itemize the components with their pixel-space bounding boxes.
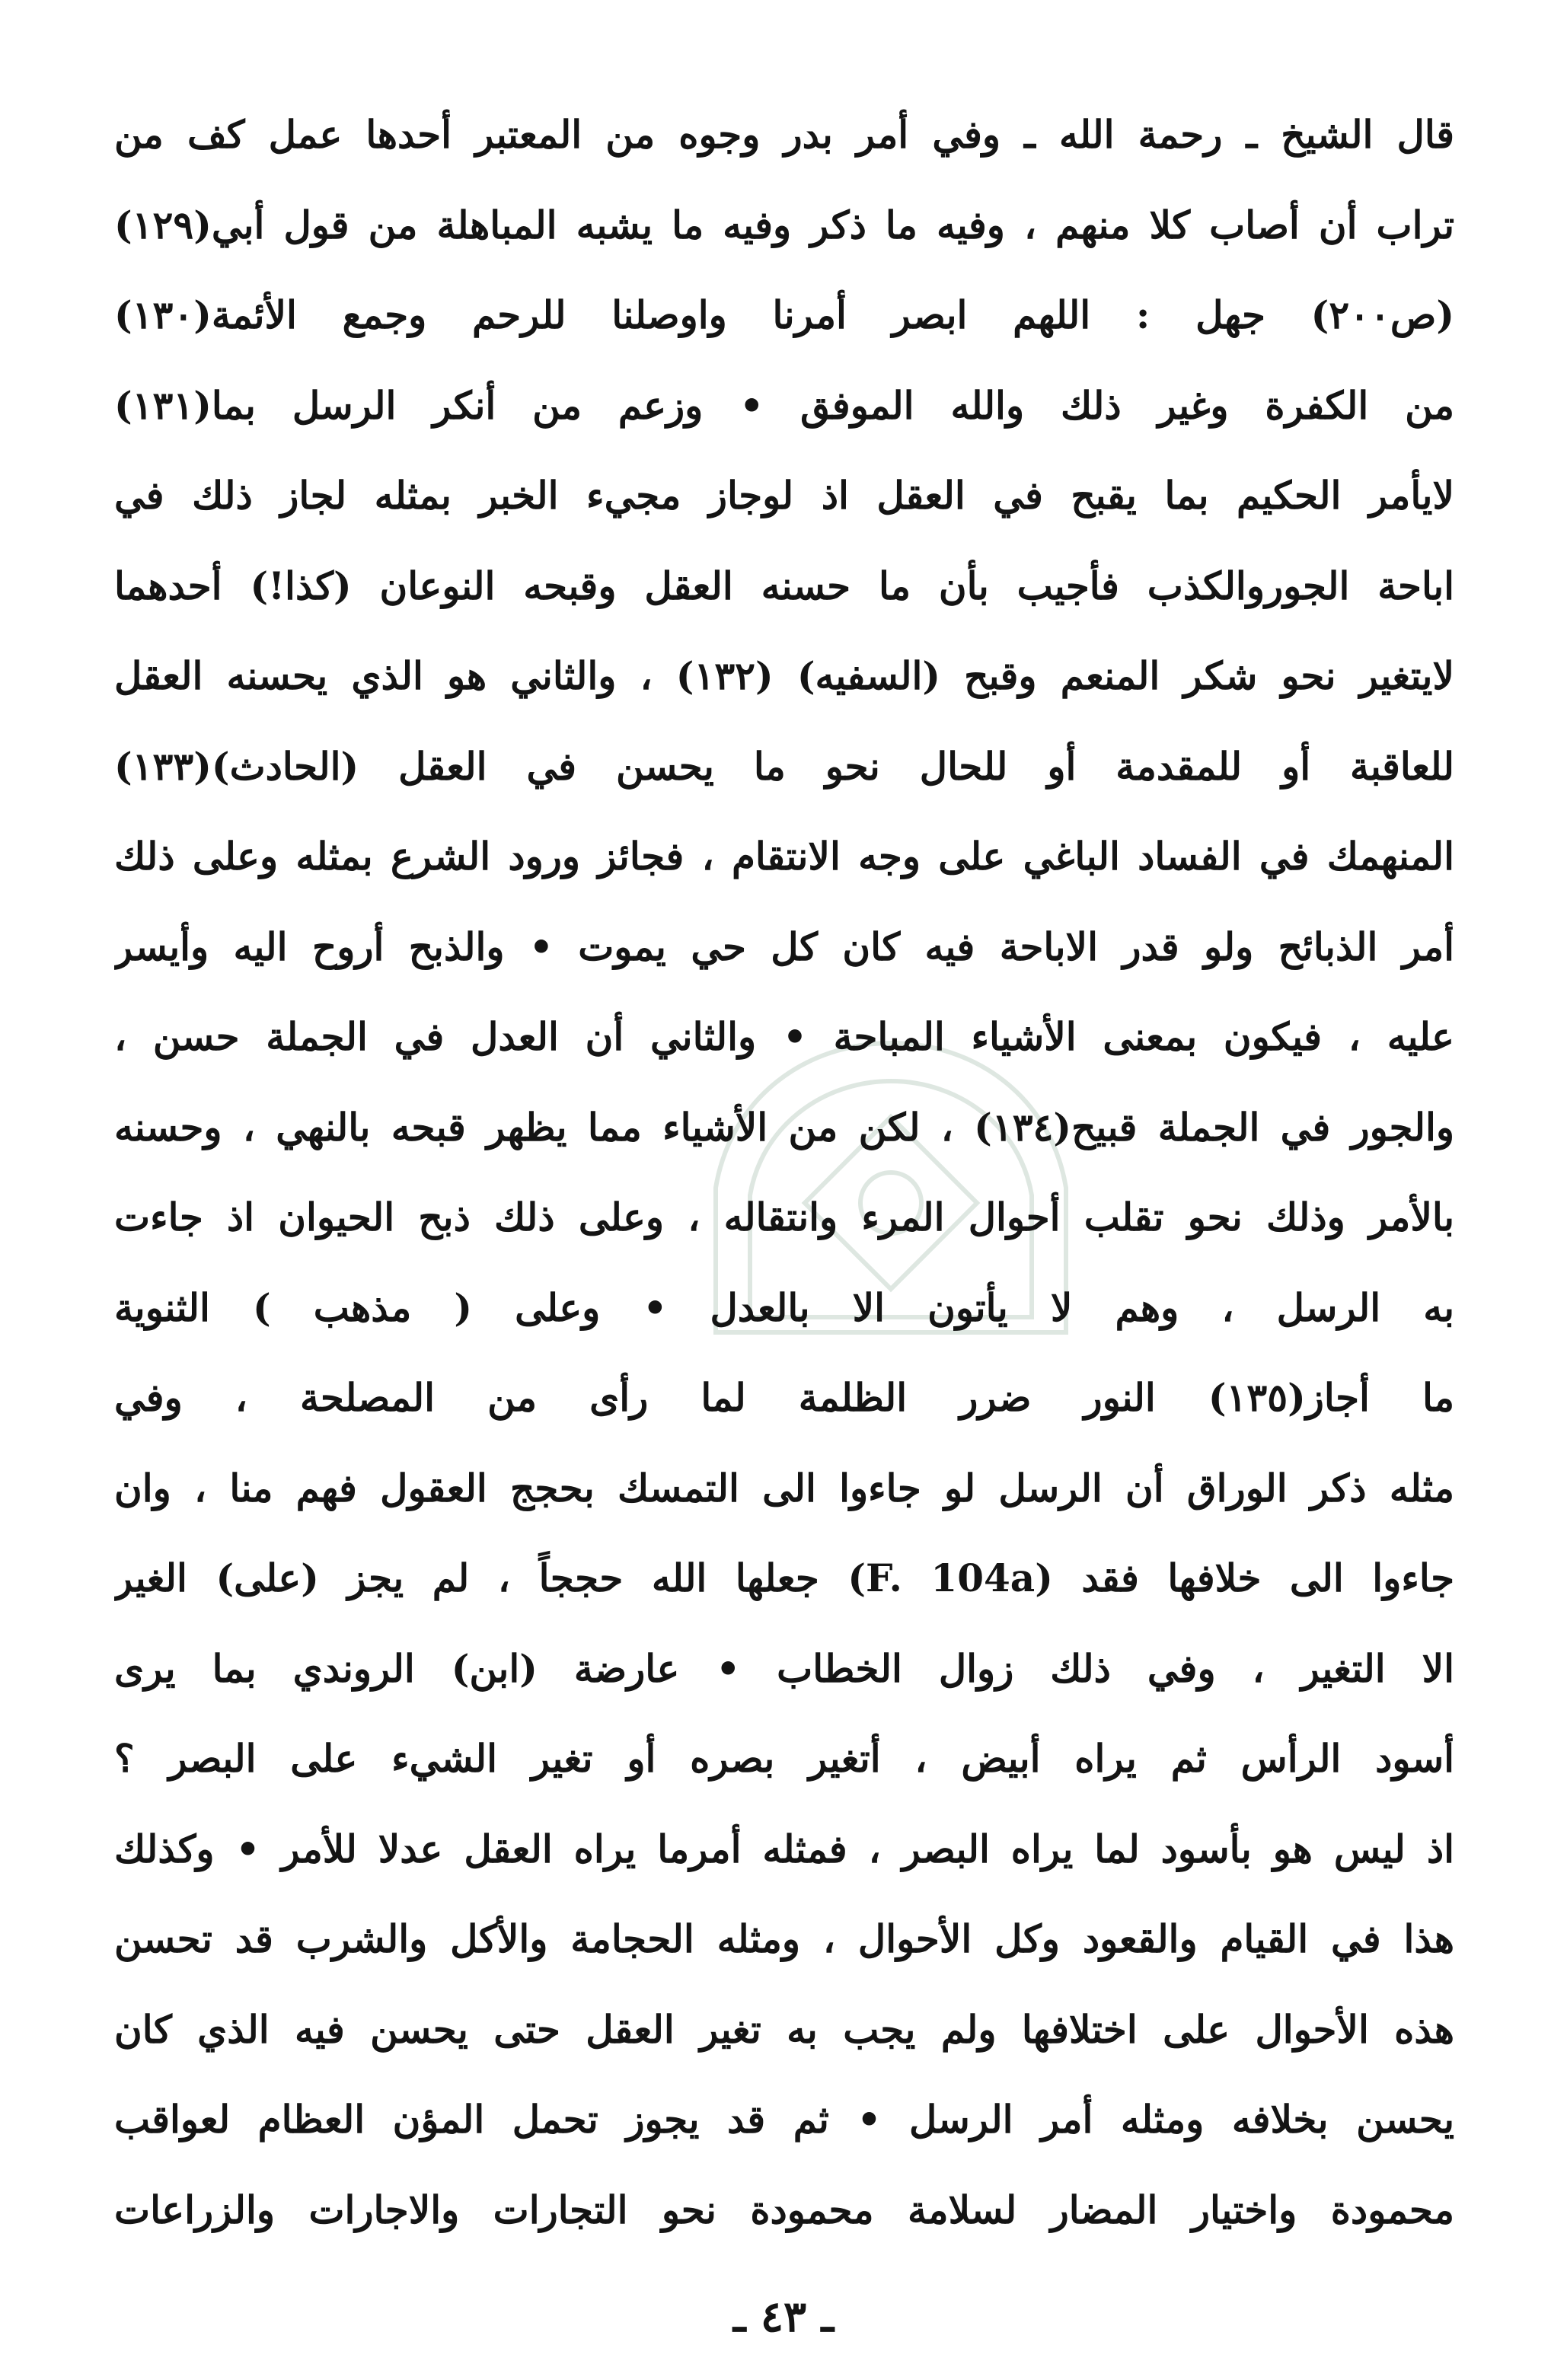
page-number: ـ ٤٣ ـ [733,2292,834,2342]
text-line: المنهمك في الفساد الباغي على وجه الانتقام ، فجائز ورود الشرع بمثله وعلى ذلك [114,834,1454,879]
text-line: لايأمر الحكيم بما يقبح في العقل اذ لوجاز مجيء الخبر بمثله لجاز ذلك في [114,473,1454,518]
text-line: لايتغير نحو شكر المنعم وقبح (السفيه) (١٣٢) ، والثاني هو الذي يحسنه العقل [114,653,1454,698]
text-line: هذه الأحوال على اختلافها ولم يجب به تغير العقل حتى يحسن فيه الذي كان [114,2006,1454,2052]
text-line: الا التغير ، وفي ذلك زوال الخطاب • عارضة (ابن) الروندي بما يرى [114,1645,1454,1691]
arabic-text-body [114,90,1454,2255]
text-line: اذ ليس هو بأسود لما يراه البصر ، فمثله أمرما يراه العقل عدلا للأمر • وكذلك [114,1826,1454,1871]
text-line: أمر الذبائح ولو قدر الاباحة فيه كان كل حي يموت • والذبح أروح اليه وأيسر [114,924,1454,969]
text-line: قال الشيخ ـ رحمة الله ـ وفي أمر بدر وجوه من المعتبر أحدها عمل كف من [114,112,1454,157]
text-line: ما أجاز(١٣٥) النور ضرر الظلمة لما رأى من المصلحة ، وفي [114,1375,1454,1420]
text-line: والجور في الجملة قبيح(١٣٤) ، لكن من الأشياء مما يظهر قبحه بالنهي ، وحسنه [114,1104,1454,1150]
text-line: اباحة الجوروالكذب فأجيب بأن ما حسنه العقل وقبحه النوعان (كذا!) أحدهما [114,563,1454,608]
text-line: أسود الرأس ثم يراه أبيض ، أتغير بصره أو تغير الشيء على البصر ؟ [114,1736,1454,1781]
text-line: يحسن بخلافه ومثله أمر الرسل • ثم قد يجوز تحمل المؤن العظام لعواقب [114,2097,1454,2142]
text-line: بالأمر وذلك نحو تقلب أحوال المرء وانتقاله ، وعلى ذلك ذبح الحيوان اذ جاءت [114,1195,1454,1239]
text-line: للعاقبة أو للمقدمة أو للحال نحو ما يحسن في العقل (الحادث)(١٣٣) [114,743,1454,789]
text-line: من الكفرة وغير ذلك والله الموفق • وزعم من أنكر الرسل بما(١٣١) [114,382,1454,428]
text-line: عليه ، فيكون بمعنى الأشياء المباحة • والثاني أن العدل في الجملة حسن ، [114,1014,1454,1059]
text-line: هذا في القيام والقعود وكل الأحوال ، ومثله الحجامة والأكل والشرب قد تحسن [114,1916,1454,1961]
text-line: (ص٢٠٠) جهل : اللهم ابصر أمرنا واوصلنا للرحم وجمع الأئمة(١٣٠) [114,292,1454,337]
text-line: جاءوا الى خلافها فقد (F. 104a) جعلها الله حججاً ، لم يجز (على) الغير [114,1555,1454,1600]
text-line: مثله ذكر الوراق أن الرسل لو جاءوا الى التمسك بحجج العقول فهم منا ، وان [114,1465,1454,1511]
text-line: به الرسل ، وهم لا يأتون الا بالعدل • وعلى ( مذهب ) الثنوية [114,1284,1454,1330]
text-line: محمودة واختيار المضار لسلامة محمودة نحو التجارات والاجارات والزراعات [114,2187,1454,2232]
text-line: تراب أن أصاب كلا منهم ، وفيه ما ذكر وفيه ما يشبه المباهلة من قول أبي(١٢٩) [114,202,1454,247]
